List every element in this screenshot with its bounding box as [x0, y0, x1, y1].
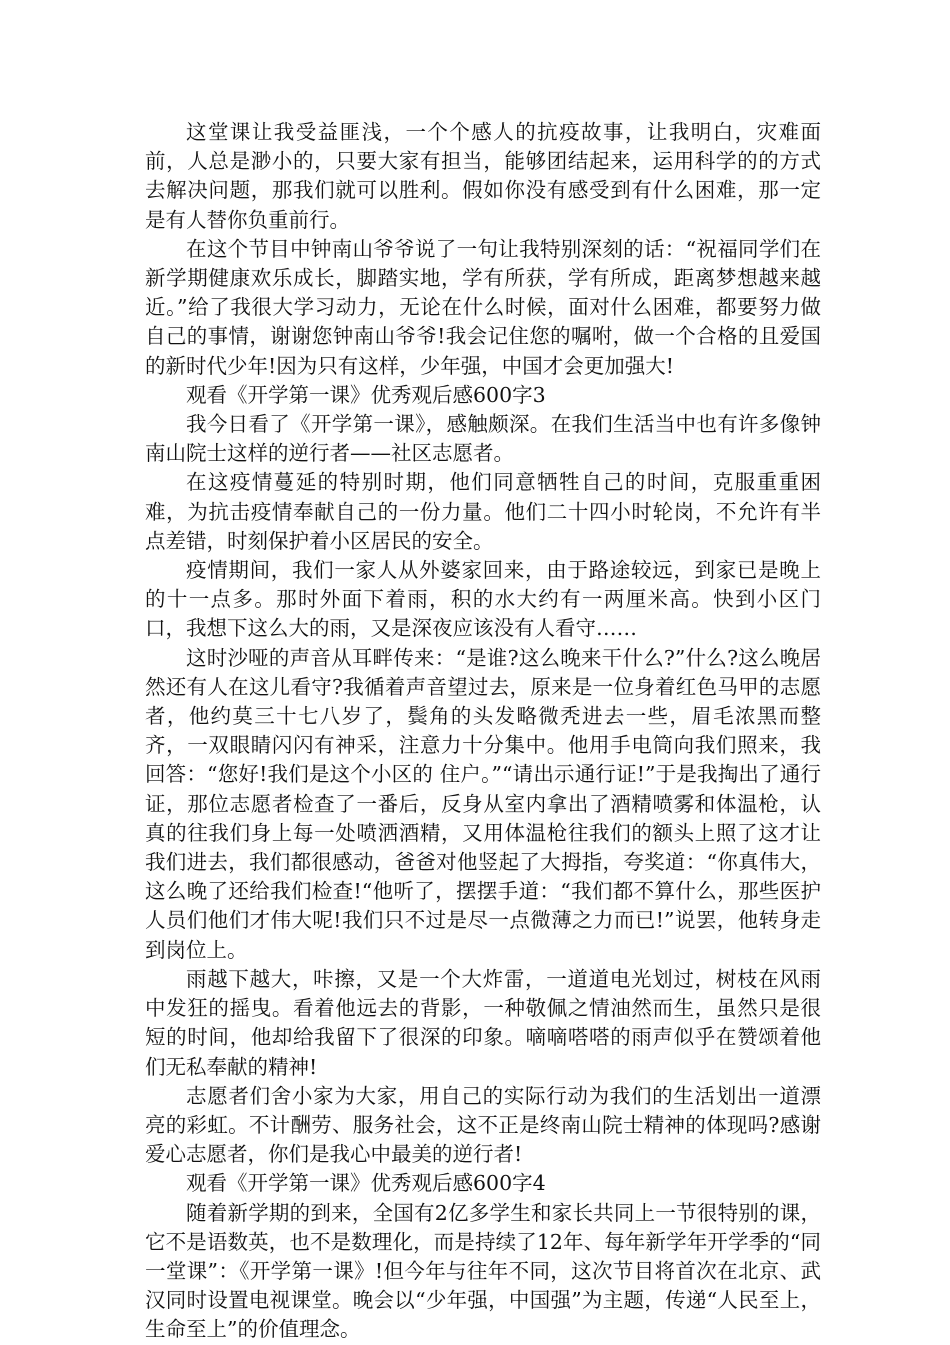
section-heading: 观看《开学第一课》优秀观后感600字4	[186, 1171, 546, 1196]
paragraph: 在这个节目中钟南山爷爷说了一句让我特别深刻的话：“祝福同学们在新学期健康欢乐成长，脚踏实地，学有所获，学有所成，距离梦想越来越近。”给了我很大学习动力，无论在什么时候，面对什么困难，都要努力做自己的事情，谢谢您钟南山爷爷!我会记住您的嘱咐，做一个合格的且爱国的新时代少年!因为只有这样，少年强，中国才会更加强大!	[145, 236, 821, 378]
paragraph: 雨越下越大，咔擦，又是一个大炸雷，一道道电光划过，树枝在风雨中发狂的摇曳。看着他远去的背影，一种敬佩之情油然而生，虽然只是很短的时间，他却给我留下了很深的印象。嘀嘀嗒嗒的雨声似乎在赞颂着他们无私奉献的精神!	[145, 966, 821, 1079]
paragraph: 志愿者们舍小家为大家，用自己的实际行动为我们的生活划出一道漂亮的彩虹。不计酬劳、服务社会，这不正是终南山院士精神的体现吗?感谢爱心志愿者，你们是我心中最美的逆行者!	[145, 1083, 821, 1167]
paragraph: 我今日看了《开学第一课》，感触颇深。在我们生活当中也有许多像钟南山院士这样的逆行者——社区志愿者。	[145, 412, 821, 466]
paragraph: 这时沙哑的声音从耳畔传来：“是谁?这么晚来干什么?”什么?这么晚居然还有人在这儿看守?我循着声音望过去，原来是一位身着红色马甲的志愿者，他约莫三十七八岁了，鬓角的头发略微秃进去一些，眉毛浓黑而整齐，一双眼睛闪闪有神采，注意力十分集中。他用手电筒向我们照来，我回答：“您好!我们是这个小区的 住户。”“请出示通行证!”于是我掏出了通行证，那位志愿者检查了一番后，反身从室内拿出了酒精喷雾和体温枪，认真的往我们身上每一处喷洒酒精，又用体温枪往我们的额头上照了这才让我们进去，我们都很感动，爸爸对他竖起了大拇指，夸奖道：“你真伟大，这么晚了还给我们检查!“他听了，摆摆手道：“我们都不算什么，那些医护人员们他们才伟大呢!我们只不过是尽一点微薄之力而已!”说罢，他转身走到岗位上。	[145, 645, 821, 962]
document-body	[145, 118, 821, 1345]
paragraph: 在这疫情蔓延的特别时期，他们同意牺牲自己的时间，克服重重困难，为抗击疫情奉献自己的一份力量。他们二十四小时轮岗，不允许有半点差错，时刻保护着小区居民的安全。	[145, 470, 821, 553]
paragraph: 这堂课让我受益匪浅，一个个感人的抗疫故事，让我明白，灾难面前，人总是渺小的，只要大家有担当，能够团结起来，运用科学的的方式去解决问题，那我们就可以胜利。假如你没有感受到有什么困难，那一定是有人替你负重前行。	[145, 120, 821, 232]
paragraph: 疫情期间，我们一家人从外婆家回来，由于路途较远，到家已是晚上的十一点多。那时外面下着雨，积的水大约有一两厘米高。快到小区门口，我想下这么大的雨，又是深夜应该没有人看守……	[145, 558, 821, 641]
section-heading: 观看《开学第一课》优秀观后感600字3	[186, 382, 546, 407]
paragraph: 随着新学期的到来，全国有2亿多学生和家长共同上一节很特别的课，它不是语数英，也不是数理化，而是持续了12年、每年新学年开学季的“同一堂课”：《开学第一课》!但今年与往年不同，这次节目将首次在北京、武汉同时设置电视课堂。晚会以“少年强，中国强”为主题，传递“人民至上，生命至上”的价值理念。	[145, 1200, 821, 1342]
